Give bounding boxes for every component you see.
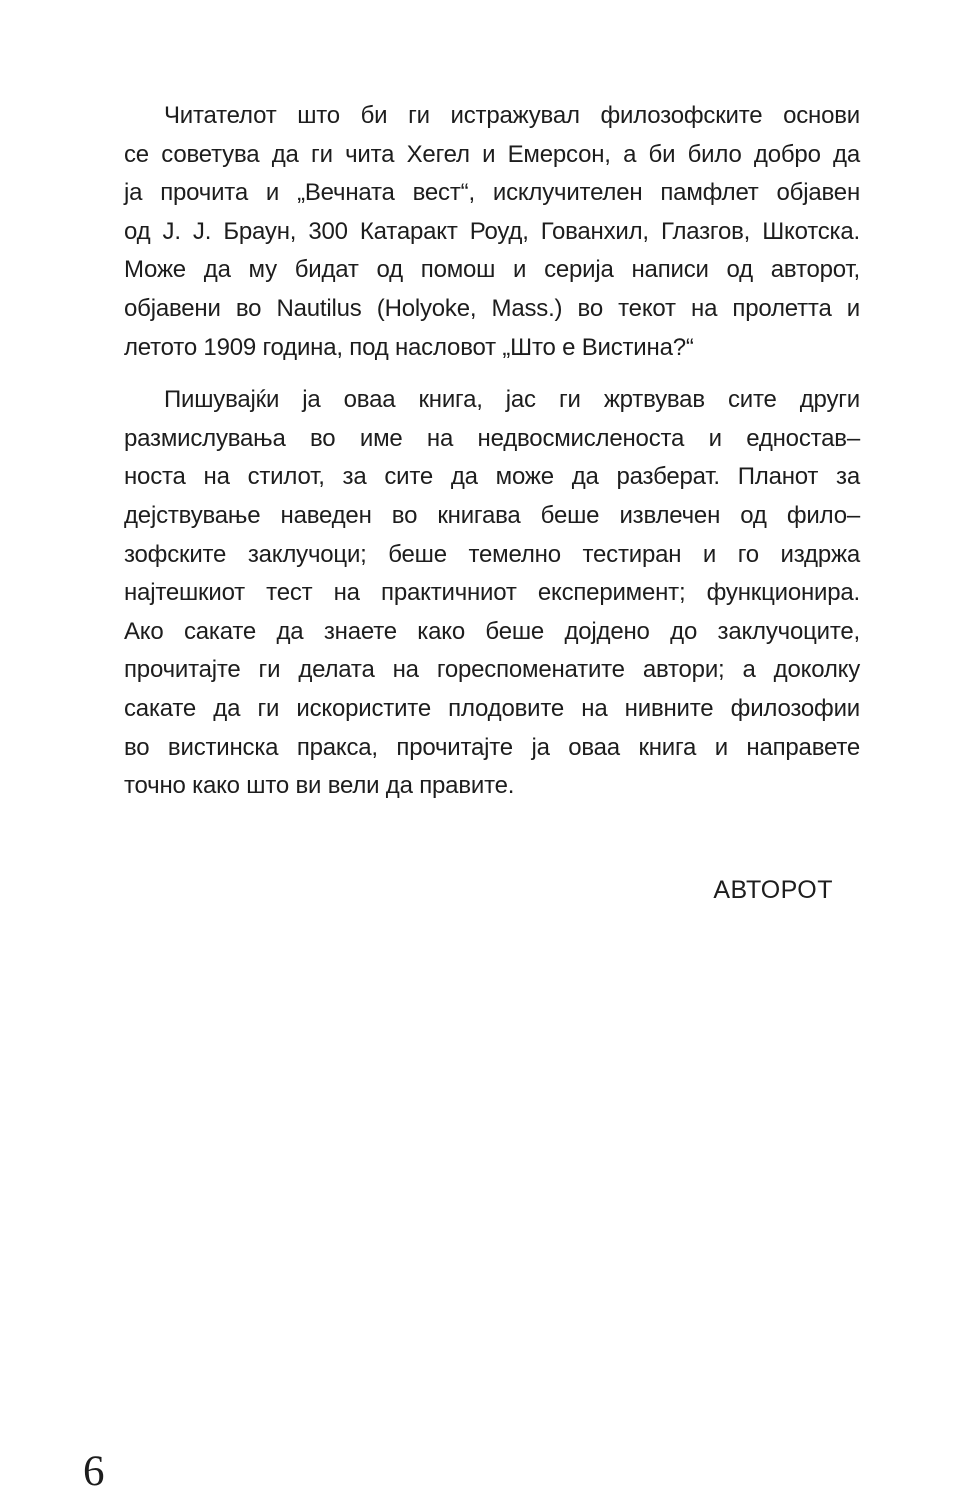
paragraph-line: носта на стилот, за сите да може да разберат. Планот за xyxy=(124,463,860,491)
paragraph-line: точно како што ви вели да правите. xyxy=(124,772,515,800)
paragraph-line: Ако сакате да знаете како беше дојдено до заклучоците, xyxy=(124,617,860,645)
paragraph-line: сакате да ги искористите плодовите на нивните филозофии xyxy=(124,694,860,722)
paragraph-line: ја прочита и „Вечната вест“, исклучителен памфлет објавен xyxy=(124,179,860,207)
paragraph-line: се советува да ги чита Хегел и Емерсон, а би било добро да xyxy=(124,140,860,168)
paragraph xyxy=(124,381,860,806)
paragraph-line: Пишувајќи ја оваа книга, јас ги жртвував сите други xyxy=(164,386,860,414)
paragraph-line: Може да му бидат од помош и серија написи од авторот, xyxy=(124,256,860,284)
paragraph-line: од Ј. Ј. Браун, 300 Катаракт Роуд, Гованхил, Глазгов, Шкотска. xyxy=(124,217,860,245)
paragraphs xyxy=(124,97,860,806)
paragraph-line: објавени во Nautilus (Holyoke, Mass.) во текот на пролетта и xyxy=(124,294,860,322)
paragraph xyxy=(124,97,860,367)
author-signature: АВТОРОТ xyxy=(713,875,833,904)
paragraph-line: најтешкиот тест на практичниот експеримент; функционира. xyxy=(124,579,860,607)
page-number: 6 xyxy=(83,1448,105,1495)
paragraph-line: прочитајте ги делата на гореспоменатите автори; а доколку xyxy=(124,656,860,684)
paragraph-line: Читателот што би ги истражувал филозофските основи xyxy=(164,102,860,129)
paragraph-line: размислувања во име на недвосмисленоста и едностав– xyxy=(124,424,860,452)
paragraph-line: дејствување наведен во книгава беше извлечен од фило– xyxy=(124,501,860,529)
page-content xyxy=(124,97,860,909)
paragraph-line: зофските заклучоци; беше темелно тестиран и го издржа xyxy=(124,540,860,568)
paragraph-line: летото 1909 година, под насловот „Што е Вистина?“ xyxy=(124,333,694,361)
paragraph-line: во вистинска пракса, прочитајте ја оваа книга и направете xyxy=(124,733,860,761)
